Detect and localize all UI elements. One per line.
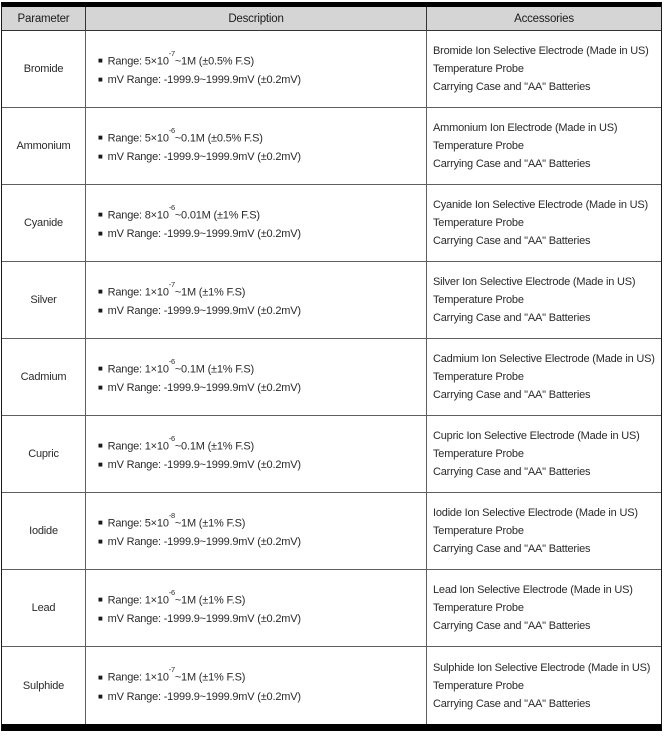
accessory-probe: Temperature Probe — [433, 294, 524, 306]
mv-range-line — [98, 148, 426, 167]
accessories-cell — [427, 647, 661, 724]
range-exponent: -6 — [168, 202, 175, 212]
mv-range-line — [98, 71, 426, 90]
range-line — [98, 587, 426, 611]
mv-range-line — [98, 456, 426, 475]
parameter-label: Sulphide — [22, 679, 65, 692]
parameter-cell — [2, 339, 86, 415]
accessories-cell — [427, 493, 661, 569]
square-bullet-icon: ■ — [98, 364, 103, 374]
parameter-label: Cyanide — [24, 217, 63, 229]
range-suffix: ~1M (±1% F.S) — [174, 517, 246, 530]
mv-range-line — [98, 225, 426, 244]
accessories-cell — [427, 31, 661, 107]
range-line — [98, 433, 426, 457]
accessories-cell — [427, 570, 661, 646]
range-prefix: Range: 5×10 — [107, 517, 169, 530]
range-suffix: ~0.1M (±1% F.S) — [174, 363, 254, 376]
description-cell — [86, 185, 427, 261]
table-header-row — [2, 7, 661, 31]
range-suffix: ~0.1M (±1% F.S) — [174, 440, 254, 453]
square-bullet-icon: ■ — [98, 306, 103, 316]
accessory-case: Carrying Case and "AA" Batteries — [433, 697, 591, 710]
mv-range-text: mV Range: -1999.9~1999.9mV (±0.2mV) — [107, 690, 301, 703]
table-row — [2, 339, 661, 416]
range-prefix: Range: 5×10 — [107, 132, 169, 145]
square-bullet-icon: ■ — [98, 287, 103, 297]
range-exponent: -6 — [168, 356, 175, 366]
parameter-label: Iodide — [29, 525, 58, 537]
accessory-probe: Temperature Probe — [433, 371, 524, 383]
description-cell — [86, 339, 427, 415]
description-cell — [86, 262, 427, 338]
range-suffix: ~1M (±1% F.S) — [174, 671, 246, 684]
accessory-case: Carrying Case and "AA" Batteries — [433, 235, 591, 247]
range-prefix: Range: 1×10 — [107, 286, 169, 299]
mv-range-text: mV Range: -1999.9~1999.9mV (±0.2mV) — [107, 228, 301, 241]
table-row — [2, 262, 661, 339]
accessory-electrode: Bromide Ion Selective Electrode (Made in US) — [433, 45, 649, 57]
square-bullet-icon: ■ — [98, 441, 103, 451]
range-exponent: -7 — [168, 279, 175, 289]
range-prefix: Range: 1×10 — [107, 363, 169, 376]
accessories-cell — [427, 339, 661, 415]
header-cell-accessories: Accessories — [514, 12, 574, 25]
header-cell-parameter: Parameter — [2, 7, 86, 30]
range-line — [98, 356, 426, 380]
square-bullet-icon: ■ — [98, 537, 103, 547]
accessory-case: Carrying Case and "AA" Batteries — [433, 620, 591, 632]
range-line — [98, 48, 426, 72]
mv-range-text: mV Range: -1999.9~1999.9mV (±0.2mV) — [107, 459, 301, 472]
mv-range-text: mV Range: -1999.9~1999.9mV (±0.2mV) — [107, 305, 301, 318]
range-suffix: ~0.1M (±0.5% F.S) — [174, 132, 263, 145]
range-prefix: Range: 1×10 — [107, 671, 169, 684]
range-prefix: Range: 1×10 — [107, 440, 169, 453]
parameter-cell — [2, 416, 86, 492]
mv-range-text: mV Range: -1999.9~1999.9mV (±0.2mV) — [107, 613, 301, 626]
range-line — [98, 510, 426, 534]
square-bullet-icon: ■ — [98, 383, 103, 393]
parameter-label: Cupric — [28, 448, 59, 460]
square-bullet-icon: ■ — [98, 210, 103, 220]
accessory-probe: Temperature Probe — [433, 602, 524, 614]
accessory-case: Carrying Case and "AA" Batteries — [433, 81, 591, 93]
table-row — [2, 108, 661, 185]
accessory-case: Carrying Case and "AA" Batteries — [433, 466, 591, 478]
parameter-cell — [2, 185, 86, 261]
mv-range-text: mV Range: -1999.9~1999.9mV (±0.2mV) — [107, 382, 301, 395]
range-line — [98, 279, 426, 303]
accessory-case: Carrying Case and "AA" Batteries — [433, 543, 591, 555]
parameter-cell — [2, 108, 86, 184]
square-bullet-icon: ■ — [98, 595, 103, 605]
accessory-case: Carrying Case and "AA" Batteries — [433, 158, 591, 170]
range-line — [98, 202, 426, 226]
range-exponent: -6 — [168, 587, 175, 597]
mv-range-text: mV Range: -1999.9~1999.9mV (±0.2mV) — [107, 151, 301, 164]
table-row — [2, 647, 661, 724]
range-exponent: -7 — [168, 48, 175, 58]
accessory-probe: Temperature Probe — [433, 140, 524, 152]
square-bullet-icon: ■ — [98, 229, 103, 239]
description-cell — [86, 570, 427, 646]
accessory-electrode: Cyanide Ion Selective Electrode (Made in US) — [433, 199, 648, 211]
accessory-electrode: Ammonium Ion Electrode (Made in US) — [433, 122, 618, 134]
mv-range-text: mV Range: -1999.9~1999.9mV (±0.2mV) — [107, 536, 301, 549]
range-suffix: ~1M (±1% F.S) — [174, 286, 246, 299]
square-bullet-icon: ■ — [98, 460, 103, 470]
range-prefix: Range: 8×10 — [107, 209, 169, 222]
accessory-probe: Temperature Probe — [433, 63, 524, 75]
parameter-cell — [2, 647, 86, 724]
description-cell — [86, 647, 427, 724]
parameter-label: Silver — [30, 294, 57, 306]
description-cell — [86, 416, 427, 492]
table-row — [2, 185, 661, 262]
accessory-electrode: Sulphide Ion Selective Electrode (Made in US) — [433, 661, 651, 674]
parameter-cell — [2, 262, 86, 338]
range-suffix: ~0.01M (±1% F.S) — [174, 209, 260, 222]
mv-range-line — [98, 533, 426, 552]
square-bullet-icon: ■ — [98, 691, 103, 701]
range-exponent: -6 — [168, 433, 175, 443]
table-body — [2, 31, 661, 724]
description-cell — [86, 31, 427, 107]
accessory-electrode: Silver Ion Selective Electrode (Made in US) — [433, 276, 636, 288]
square-bullet-icon: ■ — [98, 518, 103, 528]
range-line — [98, 664, 426, 688]
mv-range-line — [98, 688, 426, 707]
parameter-cell — [2, 570, 86, 646]
table-row — [2, 570, 661, 647]
accessory-probe: Temperature Probe — [433, 448, 524, 460]
parameter-cell — [2, 31, 86, 107]
accessories-cell — [427, 416, 661, 492]
square-bullet-icon: ■ — [98, 152, 103, 162]
parameter-label: Ammonium — [16, 140, 71, 152]
mv-range-line — [98, 302, 426, 321]
description-cell — [86, 493, 427, 569]
accessory-electrode: Cadmium Ion Selective Electrode (Made in US) — [433, 353, 655, 365]
accessory-probe: Temperature Probe — [433, 525, 524, 537]
range-prefix: Range: 1×10 — [107, 594, 169, 607]
range-suffix: ~1M (±1% F.S) — [174, 594, 246, 607]
ion-electrode-spec-table — [1, 2, 662, 731]
square-bullet-icon: ■ — [98, 614, 103, 624]
mv-range-text: mV Range: -1999.9~1999.9mV (±0.2mV) — [107, 74, 301, 87]
square-bullet-icon: ■ — [98, 56, 103, 66]
parameter-cell — [2, 493, 86, 569]
mv-range-line — [98, 379, 426, 398]
header-cell-description: Description — [86, 7, 427, 30]
parameter-label: Cadmium — [20, 371, 67, 383]
square-bullet-icon: ■ — [98, 75, 103, 85]
square-bullet-icon: ■ — [98, 133, 103, 143]
accessories-cell — [427, 262, 661, 338]
accessories-cell — [427, 108, 661, 184]
table-row — [2, 416, 661, 493]
accessory-probe: Temperature Probe — [433, 679, 524, 692]
accessory-electrode: Cupric Ion Selective Electrode (Made in US) — [433, 430, 640, 442]
accessory-electrode: Iodide Ion Selective Electrode (Made in US) — [433, 507, 638, 519]
accessory-case: Carrying Case and "AA" Batteries — [433, 312, 591, 324]
parameter-label: Lead — [31, 602, 56, 614]
parameter-label: Bromide — [23, 63, 64, 75]
square-bullet-icon: ■ — [98, 672, 103, 682]
range-line — [98, 125, 426, 149]
range-prefix: Range: 5×10 — [107, 55, 169, 68]
accessory-probe: Temperature Probe — [433, 217, 524, 229]
table-row — [2, 493, 661, 570]
table-row — [2, 31, 661, 108]
mv-range-line — [98, 610, 426, 629]
range-exponent: -7 — [168, 665, 175, 675]
accessories-cell — [427, 185, 661, 261]
range-suffix: ~1M (±0.5% F.S) — [174, 55, 254, 68]
accessory-electrode: Lead Ion Selective Electrode (Made in US) — [433, 584, 633, 596]
range-exponent: -6 — [168, 125, 175, 135]
accessory-case: Carrying Case and "AA" Batteries — [433, 389, 591, 401]
range-exponent: -8 — [168, 510, 175, 520]
description-cell — [86, 108, 427, 184]
